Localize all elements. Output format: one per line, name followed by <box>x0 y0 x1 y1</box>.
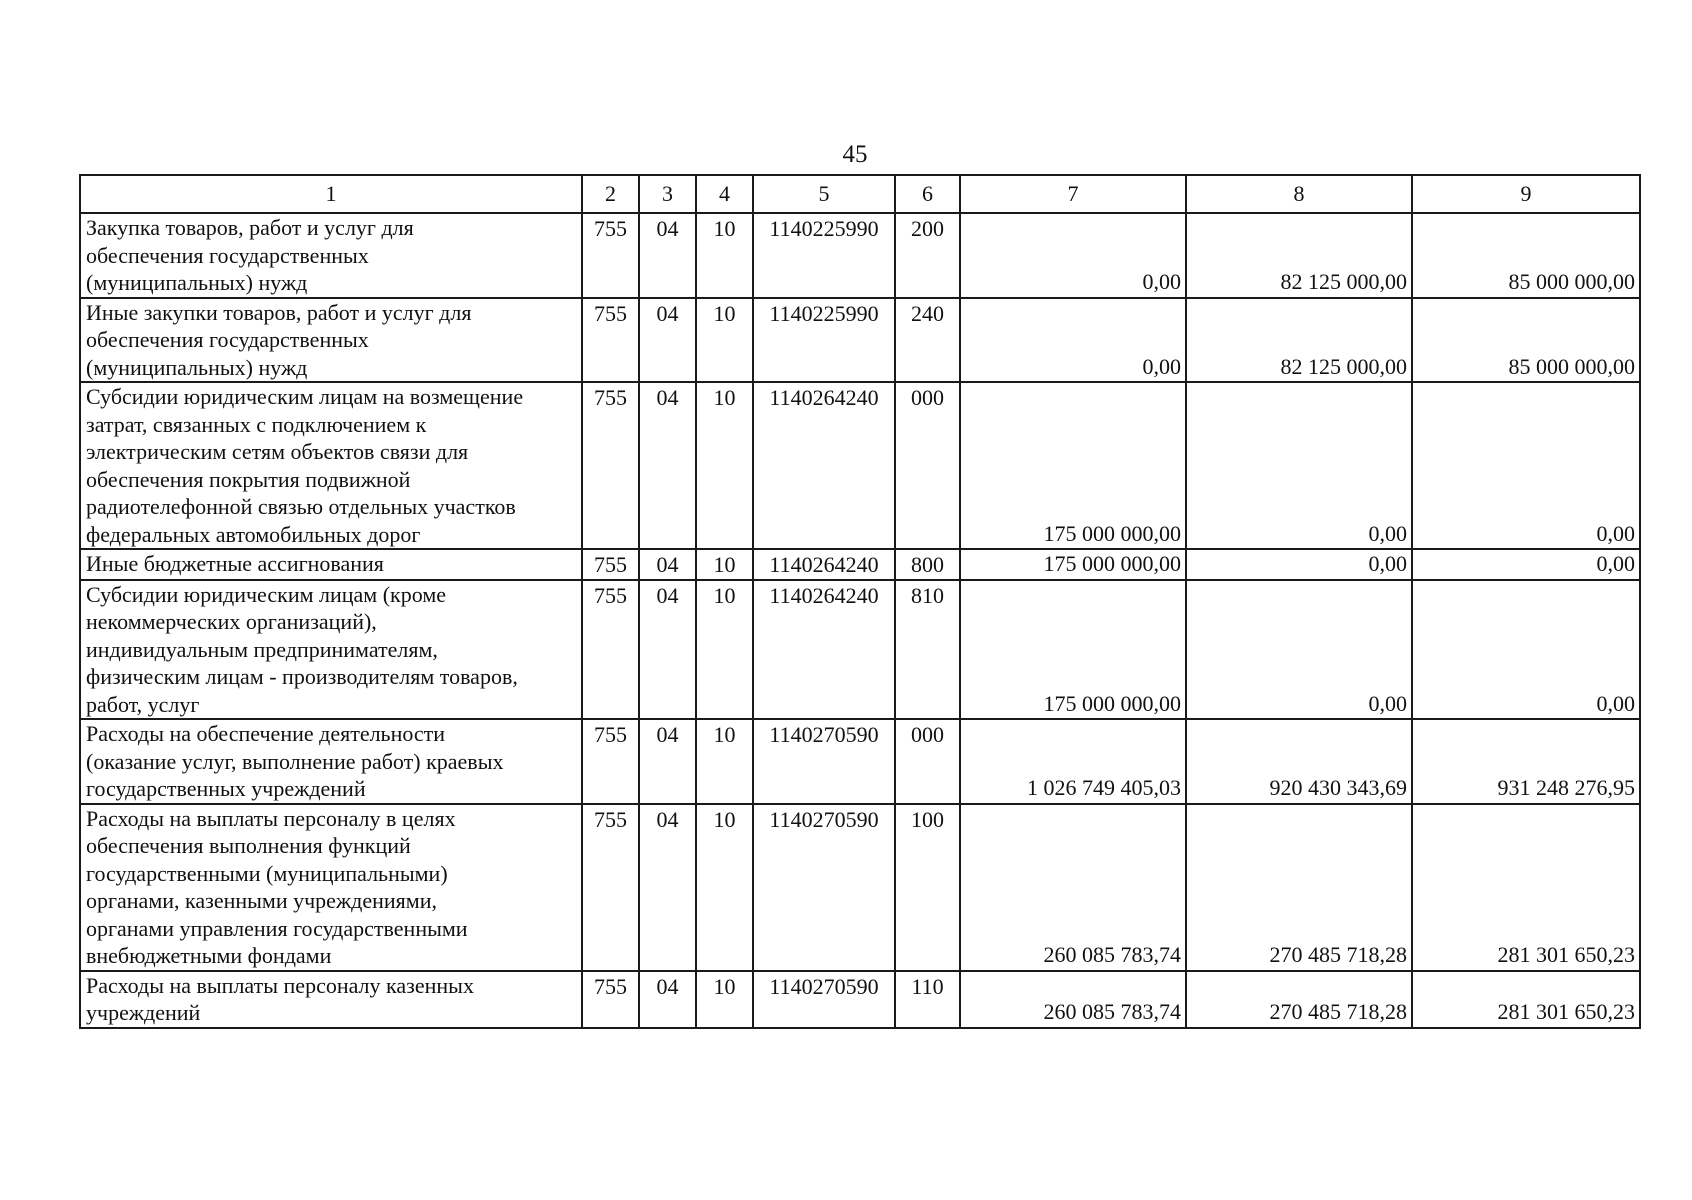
amount-col-7-cell: 260 085 783,74 <box>960 971 1186 1028</box>
section-code-cell: 04 <box>639 971 696 1028</box>
target-article-cell: 1140225990 <box>753 298 895 383</box>
subsection-code-cell: 10 <box>696 580 753 720</box>
section-code-cell: 04 <box>639 298 696 383</box>
amount-col-7-cell: 0,00 <box>960 298 1186 383</box>
table-row <box>80 298 1640 383</box>
expense-name-line: (оказание услуг, выполнение работ) краевых <box>86 748 504 774</box>
target-article-cell: 1140270590 <box>753 804 895 971</box>
expense-name-line: (муниципальных) нужд <box>86 354 308 380</box>
section-code-cell: 04 <box>639 580 696 720</box>
amount-col-8-cell: 82 125 000,00 <box>1186 213 1412 298</box>
target-article-cell: 1140270590 <box>753 719 895 804</box>
amount-col-8-cell: 0,00 <box>1186 382 1412 549</box>
expense-name-line: федеральных автомобильных дорог <box>86 521 421 547</box>
expense-name-line: органами управления государственными <box>86 915 468 941</box>
expense-name-line: Расходы на выплаты персоналу в целях <box>86 805 456 831</box>
column-header-8: 8 <box>1186 175 1412 213</box>
expense-name-cell <box>80 213 582 298</box>
column-header-9: 9 <box>1412 175 1640 213</box>
expense-name-line: обеспечения покрытия подвижной <box>86 466 411 492</box>
subsection-code-cell: 10 <box>696 804 753 971</box>
expense-name-line: Субсидии юридическим лицам (кроме <box>86 581 447 607</box>
expense-name-line: (муниципальных) нужд <box>86 270 308 295</box>
expense-type-cell: 110 <box>895 971 960 1028</box>
amount-col-9-cell: 85 000 000,00 <box>1412 298 1640 383</box>
expense-type-cell: 000 <box>895 719 960 804</box>
target-article-cell: 1140264240 <box>753 549 895 580</box>
table-row <box>80 719 1640 804</box>
expense-type-cell: 000 <box>895 382 960 549</box>
expense-name-line: физическим лицам - производителям товаров, <box>86 664 518 689</box>
amount-col-8-cell: 270 485 718,28 <box>1186 804 1412 971</box>
expense-name-line: Расходы на обеспечение деятельности <box>86 721 446 746</box>
amount-col-7-cell: 175 000 000,00 <box>960 382 1186 549</box>
section-code-cell: 04 <box>639 719 696 804</box>
expense-name-cell <box>80 804 582 971</box>
subsection-code-cell: 10 <box>696 719 753 804</box>
table-row <box>80 382 1640 549</box>
amount-col-8-cell: 82 125 000,00 <box>1186 298 1412 383</box>
expense-type-cell: 240 <box>895 298 960 383</box>
expense-name-line: Иные закупки товаров, работ и услуг для <box>86 299 472 325</box>
subsection-code-cell: 10 <box>696 382 753 549</box>
header-row <box>80 175 1640 213</box>
expense-name-line: обеспечения выполнения функций <box>86 833 411 858</box>
subsection-code-cell: 10 <box>696 971 753 1028</box>
expense-name-line: учреждений <box>86 1000 201 1025</box>
page-number: 45 <box>842 141 868 168</box>
amount-col-7-cell: 175 000 000,00 <box>960 549 1186 580</box>
amount-col-7-cell: 260 085 783,74 <box>960 804 1186 971</box>
column-header-3: 3 <box>639 175 696 213</box>
section-code-cell: 04 <box>639 382 696 549</box>
column-header-4: 4 <box>696 175 753 213</box>
column-header-6: 6 <box>895 175 960 213</box>
amount-col-9-cell: 0,00 <box>1412 382 1640 549</box>
target-article-cell: 1140264240 <box>753 580 895 720</box>
expense-name-line: внебюджетными фондами <box>86 943 332 968</box>
expense-name-line: Субсидии юридическим лицам на возмещение <box>86 384 524 409</box>
expense-name-cell <box>80 298 582 383</box>
expense-name-line: Закупка товаров, работ и услуг для <box>86 215 414 240</box>
ministry-code-cell: 755 <box>582 971 639 1028</box>
amount-col-7-cell: 0,00 <box>960 213 1186 298</box>
target-article-cell: 1140264240 <box>753 382 895 549</box>
table-row <box>80 971 1640 1028</box>
expense-name-cell <box>80 549 582 580</box>
amount-col-9-cell: 281 301 650,23 <box>1412 971 1640 1028</box>
amount-col-9-cell: 0,00 <box>1412 549 1640 580</box>
table-row <box>80 580 1640 720</box>
ministry-code-cell: 755 <box>582 580 639 720</box>
expense-name-line: радиотелефонной связью отдельных участков <box>86 494 516 519</box>
expense-name-line: электрическим сетям объектов связи для <box>86 439 469 464</box>
table-row <box>80 213 1640 298</box>
amount-col-9-cell: 85 000 000,00 <box>1412 213 1640 298</box>
amount-col-8-cell: 0,00 <box>1186 549 1412 580</box>
expense-type-cell: 100 <box>895 804 960 971</box>
amount-col-8-cell: 920 430 343,69 <box>1186 719 1412 804</box>
subsection-code-cell: 10 <box>696 549 753 580</box>
expense-name-line: некоммерческих организаций), <box>86 609 377 634</box>
expense-name-cell <box>80 382 582 549</box>
subsection-code-cell: 10 <box>696 213 753 298</box>
expense-name-line: обеспечения государственных <box>86 327 369 352</box>
table-body <box>80 213 1640 1028</box>
expense-name-line: работ, услуг <box>86 691 200 717</box>
subsection-code-cell: 10 <box>696 298 753 383</box>
section-code-cell: 04 <box>639 213 696 298</box>
ministry-code-cell: 755 <box>582 382 639 549</box>
expense-name-line: индивидуальным предпринимателям, <box>86 636 438 662</box>
expense-name-line: государственных учреждений <box>86 776 366 801</box>
expense-name-cell <box>80 971 582 1028</box>
amount-col-9-cell: 931 248 276,95 <box>1412 719 1640 804</box>
expense-name-cell <box>80 580 582 720</box>
column-header-5: 5 <box>753 175 895 213</box>
expense-name-line: органами, казенными учреждениями, <box>86 888 437 913</box>
expense-name-line: затрат, связанных с подключением к <box>86 411 427 437</box>
amount-col-8-cell: 0,00 <box>1186 580 1412 720</box>
target-article-cell: 1140270590 <box>753 971 895 1028</box>
expense-name-line: обеспечения государственных <box>86 242 369 268</box>
amount-col-7-cell: 1 026 749 405,03 <box>960 719 1186 804</box>
section-code-cell: 04 <box>639 804 696 971</box>
expense-type-cell: 200 <box>895 213 960 298</box>
ministry-code-cell: 755 <box>582 804 639 971</box>
expense-name-line: Иные бюджетные ассигнования <box>86 551 384 576</box>
section-code-cell: 04 <box>639 549 696 580</box>
table-header <box>80 175 1640 213</box>
amount-col-8-cell: 270 485 718,28 <box>1186 971 1412 1028</box>
table-row <box>80 804 1640 971</box>
amount-col-7-cell: 175 000 000,00 <box>960 580 1186 720</box>
ministry-code-cell: 755 <box>582 298 639 383</box>
target-article-cell: 1140225990 <box>753 213 895 298</box>
expense-type-cell: 810 <box>895 580 960 720</box>
expense-name-cell <box>80 719 582 804</box>
ministry-code-cell: 755 <box>582 549 639 580</box>
ministry-code-cell: 755 <box>582 719 639 804</box>
expense-name-line: Расходы на выплаты персоналу казенных <box>86 972 474 998</box>
expense-type-cell: 800 <box>895 549 960 580</box>
column-header-7: 7 <box>960 175 1186 213</box>
amount-col-9-cell: 281 301 650,23 <box>1412 804 1640 971</box>
table-row <box>80 549 1640 580</box>
expense-name-line: государственными (муниципальными) <box>86 860 448 886</box>
amount-col-9-cell: 0,00 <box>1412 580 1640 720</box>
budget-table <box>79 174 1641 1029</box>
column-header-2: 2 <box>582 175 639 213</box>
column-header-1: 1 <box>80 175 582 213</box>
ministry-code-cell: 755 <box>582 213 639 298</box>
